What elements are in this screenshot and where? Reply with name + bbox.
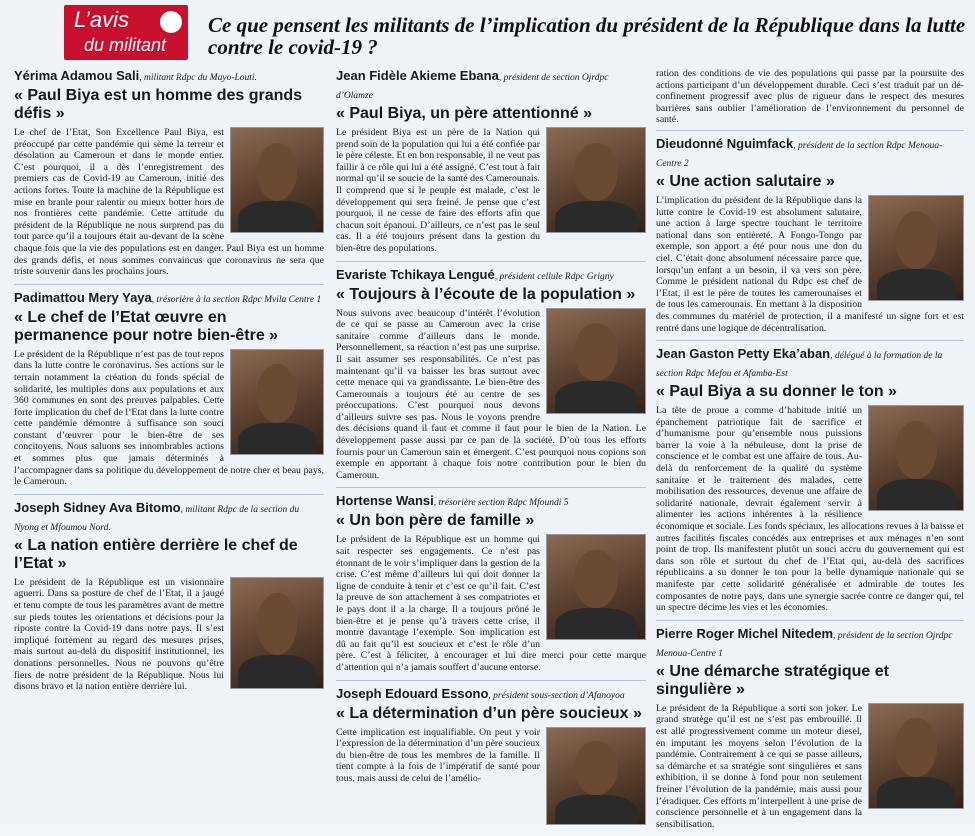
author-role: , militant Rdpc de la section du Nyong et Mfoumou Nord. bbox=[14, 504, 300, 533]
divider bbox=[656, 340, 964, 341]
article-1 bbox=[14, 68, 324, 278]
badge-line-1: L’avis bbox=[74, 7, 130, 32]
author-name: Jean Fidèle Akieme Ebana, président de section Ojrdpc d’Olamze bbox=[336, 68, 609, 101]
author-photo bbox=[546, 727, 646, 825]
article-5 bbox=[336, 267, 646, 482]
article-7 bbox=[336, 686, 646, 785]
author-photo bbox=[546, 127, 646, 233]
article-6 bbox=[336, 493, 646, 673]
badge-dot-icon bbox=[160, 11, 182, 33]
article-8 bbox=[656, 136, 964, 334]
article-body: Nous suivons avec beaucoup d’intérêt l’évolution de ce qui se passe au Cameroun avec la crise sanitaire comme d’ailleurs dans le monde. Personnellement, sa réaction n’est pas une surprise. Il sait assumer ses responsabilités. Ce n’est pas maintenant qu’il va baisser les bras surtout avec cette menace qui va grandissante. Le bien-être des Camerounais a toujours été au centre de ses préoccupations. C’est pourquoi nous devons d’ailleurs suivre ses pas. Nous le voyons prendre des décisions quand il faut et comme il faut pour le bien de la Nation. Le développement passe aussi par ce pan de la société. D’où tous les efforts fournis pour un Cameroun sain et émergent. C’est pourquoi nous copions son exemple en apportant à chaque fois notre contribution pour le bien du Cameroun. bbox=[336, 307, 646, 481]
article-quote: « Le chef de l’Etat œuvre en permanence pour notre bien-être » bbox=[14, 308, 279, 344]
author-name: Jean Gaston Petty Eka’aban, délégué à la formation de la section Rdpc Mefou et Afamba-Est bbox=[656, 346, 943, 380]
article-7-continuation: ration des conditions de vie des populations qui passe par la poursuite des actions participant d’un développement durable. Ceci s’est traduit par un dé-confinement progressif avec plus de rigueur dans le respect des mesures barrières sans oublier l’amélioration de l’environnement du personnel de santé. bbox=[656, 68, 964, 126]
article-quote: « La nation entière derrière le chef de l’Etat » bbox=[14, 536, 298, 572]
author-role: , militant Rdpc du Mayo-Louti. bbox=[139, 73, 257, 83]
author-name: Padimattou Mery Yaya, trésorière à la section Rdpc Mvila Centre 1 bbox=[14, 289, 322, 305]
article-quote: « Paul Biya a su donner le ton » bbox=[656, 383, 897, 401]
author-role: , président de section Ojrdpc d’Olamze bbox=[336, 73, 609, 101]
article-10 bbox=[656, 626, 964, 831]
author-photo bbox=[546, 534, 646, 640]
article-body: Le président de la République a sorti son joker. Le grand stratège qu’il est ne s’est pas embrouillé. Il est allé progressivement comme un moteur diesel, en imputant les moyens selon l’évolution de la pandémie. Contrairement à ce qui se passe ailleurs, sa démarche et sa stratégie sont singulières et sans exhibition, il se donne à fond pour non seulement freiner l’évolution de la pandémie, mais aussi pour l’éradiquer. Ces efforts m’interpellent à une prise de conscience personnelle et à un engagement dans la sensibilisation. bbox=[656, 702, 862, 830]
author-role: , trésorière à la section Rdpc Mvila Centre 1 bbox=[151, 294, 322, 305]
article-body: Le président de la République n’est pas de tout repos dans la lutte contre le coronavirus. Ses actions sur le terrain notamment la création du fonds spécial de solidarité, les multiples dons aux populations et aux 360 communes en sont des preuves palpables. Cette forte implication du chef de l’Etat dans la lutte contre cette pandémie démontre à suffisance son souci constant d’œuvrer pour le bien-être de ses concitoyens. Nous saluons ses innombrables actions et sommes plus que jamais déterminés à l’accompagner dans sa politique du développement de notre cher et beau pays, le Cameroun. bbox=[14, 348, 324, 488]
author-name: Evariste Tchikaya Lengué, président cellule Rdpc Grigny bbox=[336, 266, 614, 282]
article-quote: « Paul Biya est un homme des grands défis » bbox=[14, 87, 303, 122]
article-quote: « Paul Biya, un père attentionné » bbox=[336, 105, 593, 122]
author-role: , délégué à la formation de la section Rdpc Mefou et Afamba-Est bbox=[656, 351, 943, 380]
article-2 bbox=[14, 290, 324, 488]
author-role: , président sous-section d’Afanoyoa bbox=[488, 690, 625, 701]
section-badge bbox=[64, 5, 188, 60]
article-quote: « Une démarche stratégique et singulière » bbox=[656, 662, 889, 698]
author-role: , président cellule Rdpc Grigny bbox=[494, 271, 614, 282]
divider bbox=[336, 487, 646, 488]
article-body: L’implication du président de la République dans la lutte contre le Covid-19 est absolument salutaire, une action à large spectre touchant le territoire national dans son entièreté. A Fongo-Tongo par exemple, son apport a été pour nous une don du ciel. C’était donc absolument nécessaire parce que, lorsqu’un enfant a un besoin, il va vers son père. Comme le président national du Rdpc est chef de l’Etat, il est le père de toutes les camerounaises et de tous les camerounais. En mettant à la disposition des communes du matériel de protection, il a manifesté un signe fort et est rentré dans une logique de décentralisation. bbox=[656, 194, 964, 334]
divider bbox=[336, 261, 646, 262]
author-name: Yérima Adamou Sali, militant Rdpc du Mayo-Louti. bbox=[14, 68, 257, 83]
article-body: Le président Biya est un père de la Nation qui prend soin de la population qui lui a été confiée par le père céleste. Et en bon responsable, il ne veut pas faillir à ce rôle qui lui a été assigné. C’est tout à fait normal qu’il se soucie de la santé des Camerounais. Il comprend que si le peuple est malade, c’est le développement qui sera freiné. Je pense que c’est pourquoi, il ne cesse de faire des efforts afin que chacun soit épanoui. D’ailleurs, ce n’est pas le seul cas. Il a été toujours présent dans la gestion du bien-être des populations. bbox=[336, 127, 540, 254]
article-body: Cette implication est inqualifiable. On peut y voir l’expression de la détermination d’un père soucieux du bien-être de tous les membres de la famille. Il tient compte à la fois de l’impératif de santé pour tous, mais aussi de celui de l’amélio- bbox=[336, 726, 540, 784]
article-quote: « Toujours à l’écoute de la population » bbox=[336, 285, 636, 303]
article-body: Le chef de l’Etat, Son Excellence Paul Biya, est préoccupé par cette pandémie qui sème la terreur et désolation au Cameroun et dans le monde entier. C’est pourquoi, il a dès l’enregistrement des premiers cas de Covid-19 au Cameroun, initié des actions fortes. Toute la machine de la République est mise en branle pour ralentir ou mieux botter hors de nos frontières cette pandémie. Cette attitude du président de la République ne nous surprend pas du tout parce qu’il a toujours était au-devant de la scène chaque fois que la vie des populations est en danger. Paul Biya est un homme des grands défis, et nous sommes convaincus que coronavirus ne sera que triste souvenir dans les prochains jours. bbox=[14, 127, 324, 278]
divider bbox=[14, 494, 324, 495]
author-name: Joseph Edouard Essono, président sous-section d’Afanoyoa bbox=[336, 685, 625, 701]
author-photo bbox=[230, 127, 324, 233]
article-body: La tête de proue a comme d’habitude initié un épanchement patriotique fait de sacrifice et d’humanisme pour qu’ensemble nous puissions barrer la voie à la nébuleuse, dont la prise de conscience et le combat est une affaire de tous. Au-delà du renforcement de la qualité du système sanitaire et le traitement des malades, cette mobilisation des ressources, devenue une affaire de solidarité nationale, devrait également servir à alimenter les actions inhérentes à la résilience économique et sociale. Les fonds spéciaux, les allocations revues à la baisse et autres facilités fiscales concédés aux entreprises et aux ménages n’en sont point de trop. Ils manifestent plutôt un souci accru du gouvernement qui est dans son rôle et surtout du chef de l’Etat qui, au-delà des sacrifices républicains a su donner le ton pour la belle dynamique nationale qui se manifeste par cette solidarité généralisée et admirable de toutes les composantes de notre pays, dans une synergie sacrée contre ce danger qui, tel un spectre décime les vies et les économies. bbox=[656, 405, 964, 614]
badge-line-2: du militant bbox=[84, 35, 167, 55]
article-4 bbox=[336, 68, 646, 255]
article-3 bbox=[14, 500, 324, 693]
author-photo bbox=[868, 405, 964, 511]
author-photo bbox=[546, 308, 646, 414]
author-role: , président de la section Ojrdpc Menoua-Centre 1 bbox=[656, 630, 953, 659]
author-photo bbox=[230, 349, 324, 455]
column-2 bbox=[336, 68, 646, 828]
author-name: Hortense Wansi, trésorière section Rdpc Mfoundi 5 bbox=[336, 493, 569, 509]
article-9 bbox=[656, 346, 964, 614]
divider bbox=[656, 620, 964, 621]
author-name: Dieudonné Nguimfack, président de la section Rdpc Menoua-Centre 2 bbox=[656, 135, 943, 169]
column-1 bbox=[14, 68, 324, 699]
divider bbox=[336, 680, 646, 681]
author-role: , trésorière section Rdpc Mfoundi 5 bbox=[433, 498, 569, 509]
author-photo bbox=[230, 577, 324, 689]
author-photo bbox=[868, 703, 964, 809]
article-quote: « La détermination d’un père soucieux » bbox=[336, 704, 642, 722]
article-quote: « Un bon père de famille » bbox=[336, 512, 535, 530]
article-body: Le président de la République est un homme qui sait respecter ses engagements. Ce n’est pas étonnant de le voir s’impliquer dans la gestion de la crise. C’est même d’ailleurs lui qui doit donner la ligne de conduite à tenir et c’est ce qu’il fait. C’est la preuve de son attachement à ses compatriotes et le pays dont il a la charge. Il a toujours prôné le bien-être et je pense qu’à travers cette crise, il montre davantage l’exemple. Son implication est dû au fait qu’il est soucieux et c’est le rôle d’un père. C’est à féliciter, à encourager et lui dire merci pour cette marque d’attention qui n’a jamais souffert d’aucune entorse. bbox=[336, 534, 646, 673]
divider bbox=[656, 130, 964, 131]
author-name: Joseph Sidney Ava Bitomo, militant Rdpc de la section du Nyong et Mfoumou Nord. bbox=[14, 499, 300, 533]
author-role: , président de la section Rdpc Menoua-Centre 2 bbox=[656, 140, 943, 169]
author-name: Pierre Roger Michel Nitedem, président de la section Ojrdpc Menoua-Centre 1 bbox=[656, 625, 953, 659]
page-headline: Ce que pensent les militants de l’implication du président de la République dans la lutte contre le covid-19 ? bbox=[208, 13, 966, 59]
divider bbox=[14, 284, 324, 285]
author-photo bbox=[868, 195, 964, 301]
column-3 bbox=[656, 68, 964, 836]
article-body: Le président de la République est un visionnaire aguerri. Dans sa posture de chef de l’Etat, il a jaugé et tenu compte de tous les paramètres avant de mettre sur pieds toutes les orientations et décisions pour la riposte contre la Covid-19 dans notre pays. Il s’est impliqué fortement au regard des mesures prises, mais surtout au-delà du dispositif institutionnel, les donations personnelles. Nous ne pouvons qu’être fiers de notre président de la République. Nous lui disons bravo et la nation entière derrière lui. bbox=[14, 576, 224, 693]
article-quote: « Une action salutaire » bbox=[656, 172, 835, 190]
